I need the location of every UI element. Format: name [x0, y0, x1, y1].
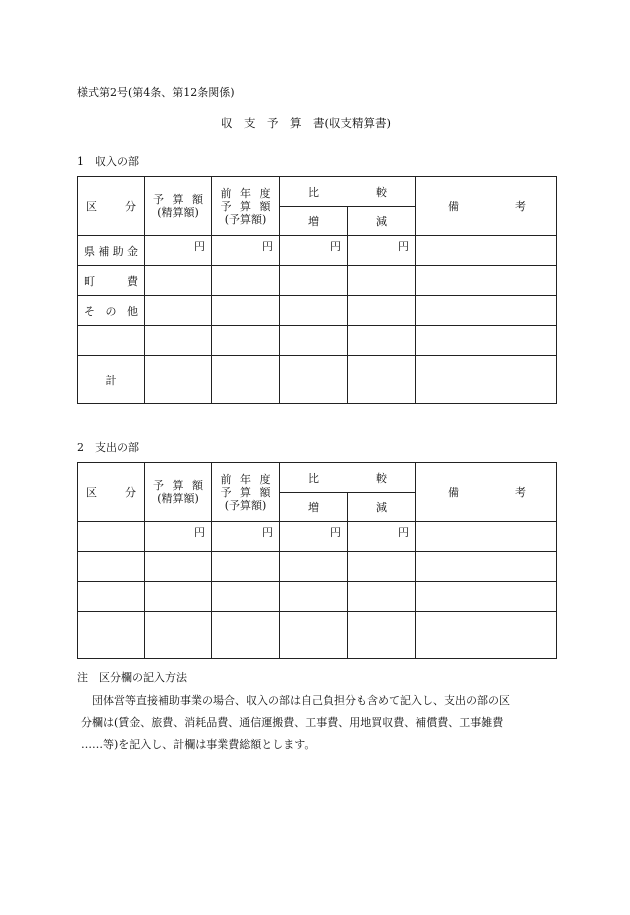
- cell: [78, 522, 145, 552]
- income-row-kei: [78, 356, 557, 404]
- yen-unit-gen: 円: [348, 236, 416, 266]
- header-hikaku: [280, 177, 416, 207]
- cell: [280, 582, 348, 612]
- cell: [78, 612, 145, 659]
- income-row-blank: [78, 326, 557, 356]
- header-zennen-l2-char-2: 算: [240, 485, 251, 499]
- row-label-char-1: そ: [84, 304, 95, 318]
- document-title: [221, 115, 391, 131]
- cell: [348, 356, 416, 404]
- cell: [145, 612, 212, 659]
- header-yosan-char-2: 算: [172, 479, 184, 492]
- header-gen: 減: [348, 207, 416, 236]
- cell: [348, 326, 416, 356]
- header-kubun: [78, 177, 145, 236]
- yen-unit-zou: 円: [280, 236, 348, 266]
- header-yosan-char-1: 予: [153, 479, 164, 492]
- expense-row-4: [78, 612, 557, 659]
- title-main: 収 支 予 算 書: [221, 116, 325, 130]
- yen-unit-yosan: 円: [145, 522, 212, 552]
- header-biko: [416, 177, 557, 236]
- header-yosan-sub: (精算額): [157, 492, 199, 505]
- header-kubun: [78, 463, 145, 522]
- yen-unit-zennen: 円: [212, 236, 280, 266]
- header-yosan-char-3: 額: [192, 479, 203, 492]
- header-zennen-char-1: 前: [220, 472, 232, 486]
- row-label-char-3: 助: [112, 244, 124, 258]
- cell: [78, 326, 145, 356]
- expense-row-3: [78, 582, 557, 612]
- header-biko-char-2: 考: [515, 486, 526, 499]
- yen-unit-gen: 円: [348, 522, 416, 552]
- expense-section-label: 2 支出の部: [77, 441, 139, 454]
- cell: [145, 296, 212, 326]
- header-hikaku-char-2: 較: [376, 471, 387, 485]
- cell: [416, 582, 557, 612]
- income-row-ken-hojokin: [78, 236, 557, 266]
- cell: [416, 522, 557, 552]
- row-label-char-2: の: [105, 304, 117, 318]
- cell: [212, 582, 280, 612]
- yen-unit-zennen: 円: [212, 522, 280, 552]
- income-table: [77, 176, 557, 404]
- header-biko-char-1: 備: [448, 200, 459, 213]
- cell: [212, 296, 280, 326]
- header-zennen-char-2: 年: [240, 186, 251, 200]
- header-zennen: [212, 463, 280, 522]
- cell: [280, 552, 348, 582]
- cell: [348, 266, 416, 296]
- cell: [145, 326, 212, 356]
- income-row-sonota: [78, 296, 557, 326]
- note-line-3: ……等)を記入し、計欄は事業費総額とします。: [81, 738, 316, 751]
- cell: [280, 326, 348, 356]
- header-yosan: [145, 177, 212, 236]
- row-label-cell: [78, 266, 145, 296]
- title-suffix: (収支精算書): [324, 116, 391, 130]
- header-kubun-char-1: 区: [86, 200, 97, 213]
- cell: [145, 266, 212, 296]
- note-line-1: 団体営等直接補助事業の場合、収入の部は自己負担分も含めて記入し、支出の部の区: [92, 694, 510, 707]
- row-label-char-2: 費: [127, 274, 138, 288]
- income-row-chohi: [78, 266, 557, 296]
- row-label-cell: [78, 296, 145, 326]
- header-kubun-char-1: 区: [86, 486, 97, 499]
- biko-cell: [416, 236, 557, 266]
- income-section-label: 1 収入の部: [77, 155, 139, 168]
- row-label-char-2: 補: [98, 244, 110, 258]
- cell: [416, 552, 557, 582]
- header-zennen-char-3: 度: [259, 186, 271, 200]
- header-zou: 増: [280, 207, 348, 236]
- header-hikaku-char-1: 比: [308, 185, 319, 199]
- note-line-2: 分欄は(賃金、旅費、消耗品費、通信運搬費、工事費、用地買収費、補償費、工事雑費: [81, 716, 504, 729]
- header-zennen: [212, 177, 280, 236]
- header-biko-char-2: 考: [515, 200, 526, 213]
- cell: [348, 582, 416, 612]
- header-zennen-l2-char-2: 算: [240, 199, 251, 213]
- header-zennen-l2-char-3: 額: [259, 199, 271, 213]
- cell: [212, 266, 280, 296]
- cell: [280, 356, 348, 404]
- cell: [78, 552, 145, 582]
- row-label-char-3: 他: [127, 304, 138, 318]
- row-label-cell: [78, 236, 145, 266]
- header-kubun-char-2: 分: [125, 200, 136, 213]
- cell: [416, 326, 557, 356]
- header-zennen-l2-char-1: 予: [220, 199, 232, 213]
- cell: [280, 612, 348, 659]
- header-zennen-char-3: 度: [259, 472, 271, 486]
- cell: [212, 552, 280, 582]
- cell: [78, 582, 145, 612]
- header-hikaku-char-1: 比: [308, 471, 319, 485]
- header-gen: 減: [348, 493, 416, 522]
- header-hikaku: [280, 463, 416, 493]
- header-yosan-char-2: 算: [172, 193, 184, 206]
- cell: [212, 326, 280, 356]
- expense-row-2: [78, 552, 557, 582]
- row-label-char-1: 県: [84, 244, 95, 258]
- header-zennen-char-2: 年: [240, 472, 251, 486]
- cell: [212, 356, 280, 404]
- header-zou: 増: [280, 493, 348, 522]
- cell: [280, 266, 348, 296]
- cell: [145, 356, 212, 404]
- cell: [145, 552, 212, 582]
- header-zennen-l2-char-1: 予: [220, 485, 232, 499]
- row-label-char-1: 町: [84, 274, 95, 288]
- header-yosan-sub: (精算額): [157, 206, 199, 219]
- header-yosan-char-1: 予: [153, 193, 164, 206]
- expense-row-1: [78, 522, 557, 552]
- cell: [416, 266, 557, 296]
- row-label-kei: 計: [78, 356, 145, 404]
- header-biko-char-1: 備: [448, 486, 459, 499]
- header-zennen-sub: (予算額): [224, 212, 267, 226]
- yen-unit-yosan: 円: [145, 236, 212, 266]
- note-body: [81, 690, 561, 756]
- form-label: 様式第2号(第4条、第12条関係): [77, 86, 235, 99]
- cell: [280, 296, 348, 326]
- header-zennen-char-1: 前: [220, 186, 232, 200]
- cell: [348, 296, 416, 326]
- header-zennen-sub: (予算額): [224, 498, 267, 512]
- header-biko: [416, 463, 557, 522]
- header-hikaku-char-2: 較: [376, 185, 387, 199]
- cell: [348, 612, 416, 659]
- note-heading: 注 区分欄の記入方法: [77, 671, 187, 684]
- header-zennen-l2-char-3: 額: [259, 485, 271, 499]
- cell: [416, 612, 557, 659]
- yen-unit-zou: 円: [280, 522, 348, 552]
- expense-table: [77, 462, 557, 659]
- header-yosan-char-3: 額: [192, 193, 203, 206]
- row-label-char-4: 金: [126, 244, 138, 258]
- cell: [416, 296, 557, 326]
- header-yosan: [145, 463, 212, 522]
- cell: [212, 612, 280, 659]
- header-kubun-char-2: 分: [125, 486, 136, 499]
- cell: [348, 552, 416, 582]
- cell: [416, 356, 557, 404]
- cell: [145, 582, 212, 612]
